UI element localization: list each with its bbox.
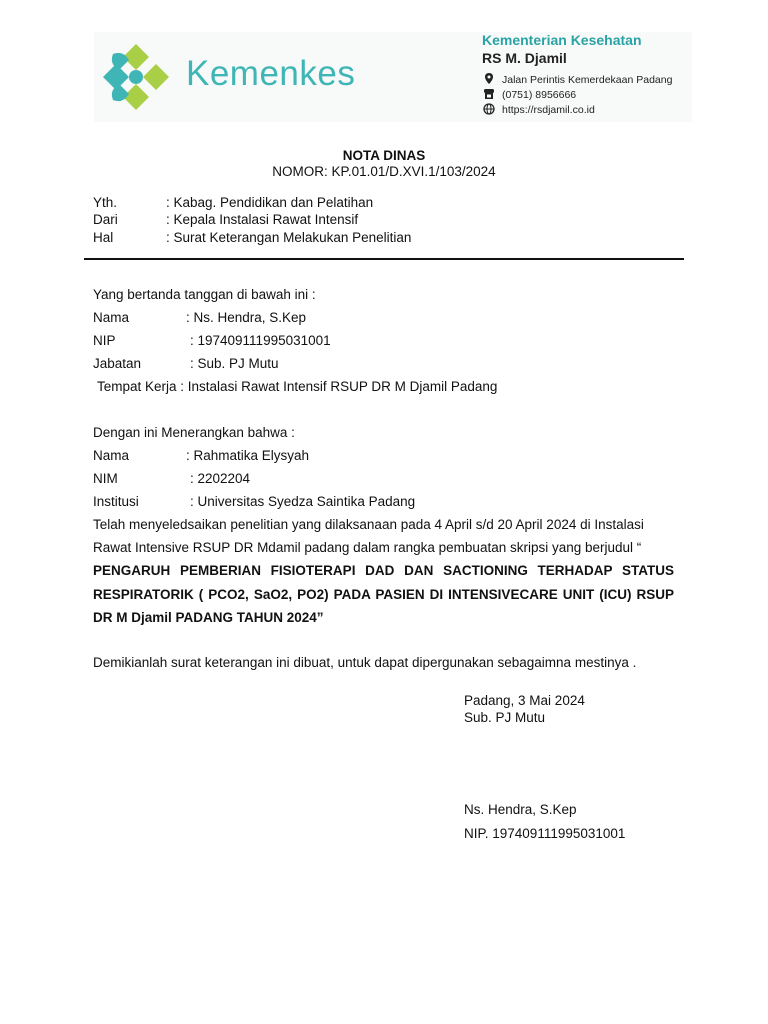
subject-institution-value: : Universitas Syedza Saintika Padang [190, 494, 416, 509]
address-row [482, 73, 672, 86]
subject-nim-value: : 2202204 [190, 471, 251, 486]
phone-row [482, 88, 576, 101]
phone-icon [482, 88, 496, 100]
memo-title: NOTA DINAS [342, 148, 426, 163]
kemenkes-logo-icon [99, 40, 173, 114]
institution-ministry: Kementerian Kesehatan [482, 32, 642, 48]
signer-name-label: Nama [93, 310, 130, 325]
body-line-2: Rawat Intensive RSUP DR Mdamil padang dalam rangka pembuatan skripsi yang berjudul “ [93, 540, 642, 555]
subject-nim-label: NIM [93, 471, 118, 486]
memo-number: NOMOR: KP.01.01/D.XVI.1/103/2024 [272, 164, 496, 179]
website-text[interactable]: https://rsdjamil.co.id [502, 104, 595, 116]
subject-value: : Surat Keterangan Melakukan Penelitian [166, 230, 412, 245]
signature-nip: NIP. 197409111995031001 [464, 826, 626, 841]
logo-wordmark: Kemenkes [186, 54, 356, 93]
subject-name-label: Nama [93, 448, 130, 463]
signature-place-date: Padang, 3 Mai 2024 [464, 693, 585, 708]
signer-nip-value: : 197409111995031001 [190, 333, 331, 348]
signer-name-value: : Ns. Hendra, S.Kep [186, 310, 307, 325]
subject-label: Hal [93, 230, 114, 245]
subject-intro: Dengan ini Menerangkan bahwa : [93, 425, 295, 440]
phone-text: (0751) 8956666 [502, 89, 577, 101]
signature-name: Ns. Hendra, S.Kep [464, 802, 577, 817]
location-pin-icon [482, 73, 496, 85]
institution-hospital: RS M. Djamil [482, 50, 567, 66]
signer-position-label: Jabatan [93, 356, 142, 371]
signer-nip-label: NIP [93, 333, 116, 348]
to-label: Yth. [93, 195, 118, 210]
globe-icon [482, 103, 496, 115]
signer-intro: Yang bertanda tanggan di bawah ini : [93, 287, 316, 302]
from-value: : Kepala Instalasi Rawat Intensif [166, 212, 359, 227]
subject-name-value: : Rahmatika Elysyah [186, 448, 310, 463]
to-value: : Kabag. Pendidikan dan Pelatihan [166, 195, 374, 210]
body-line-1: Telah menyeledsaikan penelitian yang dilaksanaan pada 4 April s/d 20 April 2024 di Instalasi [93, 517, 644, 532]
address-text: Jalan Perintis Kemerdekaan Padang [502, 74, 673, 86]
research-title: PENGARUH PEMBERIAN FISIOTERAPI DAD DAN SACTIONING TERHADAP STATUS RESPIRATORIK ( PCO2, SaO2, PO2) PADA PASIEN DI INTENSIVECARE UNIT (ICU) RSUP DR M Djamil PADANG TAHUN 2024” [93, 563, 674, 625]
subject-institution-label: Institusi [93, 494, 139, 509]
closing-statement: Demikianlah surat keterangan ini dibuat, untuk dapat dipergunakan sebagaimna mestinya . [93, 655, 637, 670]
website-row [482, 103, 595, 116]
signer-workplace: Tempat Kerja : Instalasi Rawat Intensif RSUP DR M Djamil Padang [97, 379, 498, 394]
signature-role: Sub. PJ Mutu [464, 710, 546, 725]
signer-position-value: : Sub. PJ Mutu [190, 356, 279, 371]
from-label: Dari [93, 212, 118, 227]
header-divider [84, 258, 684, 260]
letterhead [94, 32, 692, 122]
